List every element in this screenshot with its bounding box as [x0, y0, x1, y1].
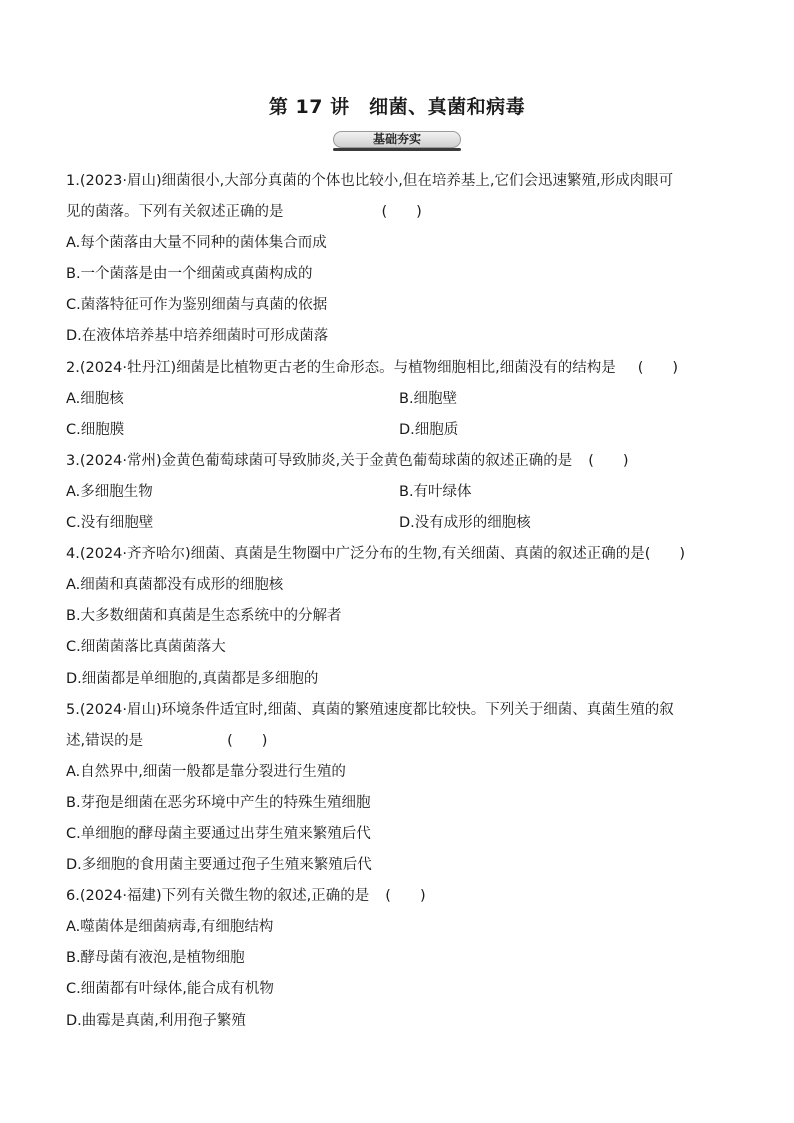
badge-underline — [333, 148, 461, 151]
question-2 — [66, 353, 732, 446]
question-stem — [66, 353, 732, 384]
option-c: C.菌落特征可作为鉴别细菌与真菌的依据 — [66, 297, 328, 314]
option-row — [66, 508, 732, 539]
option-row — [66, 384, 732, 415]
option-c: C.细菌都有叶绿体,能合成有机物 — [66, 981, 274, 998]
option-a: A.多细胞生物 — [66, 483, 153, 500]
question-stem — [66, 881, 732, 912]
option-a: A.噬菌体是细菌病毒,有细胞结构 — [66, 919, 274, 936]
question-stem-text: 述,错误的是 — [66, 732, 144, 749]
option-c: C.细胞膜 — [66, 421, 125, 438]
question-stem — [66, 446, 732, 477]
question-3 — [66, 446, 732, 539]
question-list — [66, 166, 732, 1037]
option-b: B.有叶绿体 — [399, 483, 472, 500]
option-d: D.曲霉是真菌,利用孢子繁殖 — [66, 1012, 246, 1029]
answer-blank: ( ) — [385, 888, 426, 905]
section-badge — [333, 131, 461, 151]
option-row — [66, 415, 732, 446]
answer-blank: ( ) — [644, 546, 686, 563]
option-c: C.单细胞的酵母菌主要通过出芽生殖来繁殖后代 — [66, 825, 371, 842]
question-1 — [66, 166, 732, 353]
option-b: B.酵母菌有液泡,是植物细胞 — [66, 950, 245, 967]
lesson-title: 第 17 讲 细菌、真菌和病毒 — [268, 96, 526, 118]
option-d: D.细菌都是单细胞的,真菌都是多细胞的 — [66, 670, 319, 687]
answer-blank: ( ) — [227, 732, 268, 749]
option-a: A.自然界中,细菌一般都是靠分裂进行生殖的 — [66, 763, 346, 780]
question-stem-text: 2.(2024·牡丹江)细菌是比植物更古老的生命形态。与植物细胞相比,细菌没有的结构是 — [66, 359, 616, 376]
question-6 — [66, 881, 732, 1036]
question-4 — [66, 539, 732, 694]
option-d: D.在液体培养基中培养细菌时可形成菌落 — [66, 328, 329, 345]
answer-blank: ( ) — [381, 204, 422, 221]
question-stem: 5.(2024·眉山)环境条件适宜时,细菌、真菌的繁殖速度都比较快。下列关于细菌、真菌生殖的叙 — [66, 701, 674, 718]
answer-blank: ( ) — [588, 452, 629, 469]
badge-label: 基础夯实 — [372, 132, 421, 146]
question-stem-text: 见的菌落。下列有关叙述正确的是 — [66, 204, 284, 221]
option-d: D.没有成形的细胞核 — [399, 515, 531, 532]
question-stem — [66, 539, 732, 570]
option-d: D.多细胞的食用菌主要通过孢子生殖来繁殖后代 — [66, 857, 372, 874]
option-a: A.细胞核 — [66, 390, 124, 407]
option-b: B.芽孢是细菌在恶劣环境中产生的特殊生殖细胞 — [66, 794, 371, 811]
question-stem-text: 3.(2024·常州)金黄色葡萄球菌可导致肺炎,关于金黄色葡萄球菌的叙述正确的是 — [66, 452, 573, 469]
question-stem-continued — [66, 726, 732, 757]
question-stem: 1.(2023·眉山)细菌很小,大部分真菌的个体也比较小,但在培养基上,它们会迅速繁殖,形成肉眼可 — [66, 173, 674, 189]
option-b: B.一个菌落是由一个细菌或真菌构成的 — [66, 266, 313, 283]
option-row — [66, 477, 732, 508]
question-stem-text: 4.(2024·齐齐哈尔)细菌、真菌是生物圈中广泛分布的生物,有关细菌、真菌的叙述正确的是 — [66, 546, 645, 563]
option-c: C.细菌菌落比真菌菌落大 — [66, 639, 226, 656]
option-b: B.细胞壁 — [399, 390, 458, 407]
option-d: D.细胞质 — [399, 421, 459, 438]
question-stem-continued — [66, 197, 732, 228]
option-b: B.大多数细菌和真菌是生态系统中的分解者 — [66, 608, 342, 625]
question-5 — [66, 695, 732, 882]
option-c: C.没有细胞壁 — [66, 515, 154, 532]
question-stem-text: 6.(2024·福建)下列有关微生物的叙述,正确的是 — [66, 888, 370, 905]
answer-blank: ( ) — [637, 359, 679, 376]
option-a: A.每个菌落由大量不同种的菌体集合而成 — [66, 235, 327, 252]
option-a: A.细菌和真菌都没有成形的细胞核 — [66, 577, 284, 594]
